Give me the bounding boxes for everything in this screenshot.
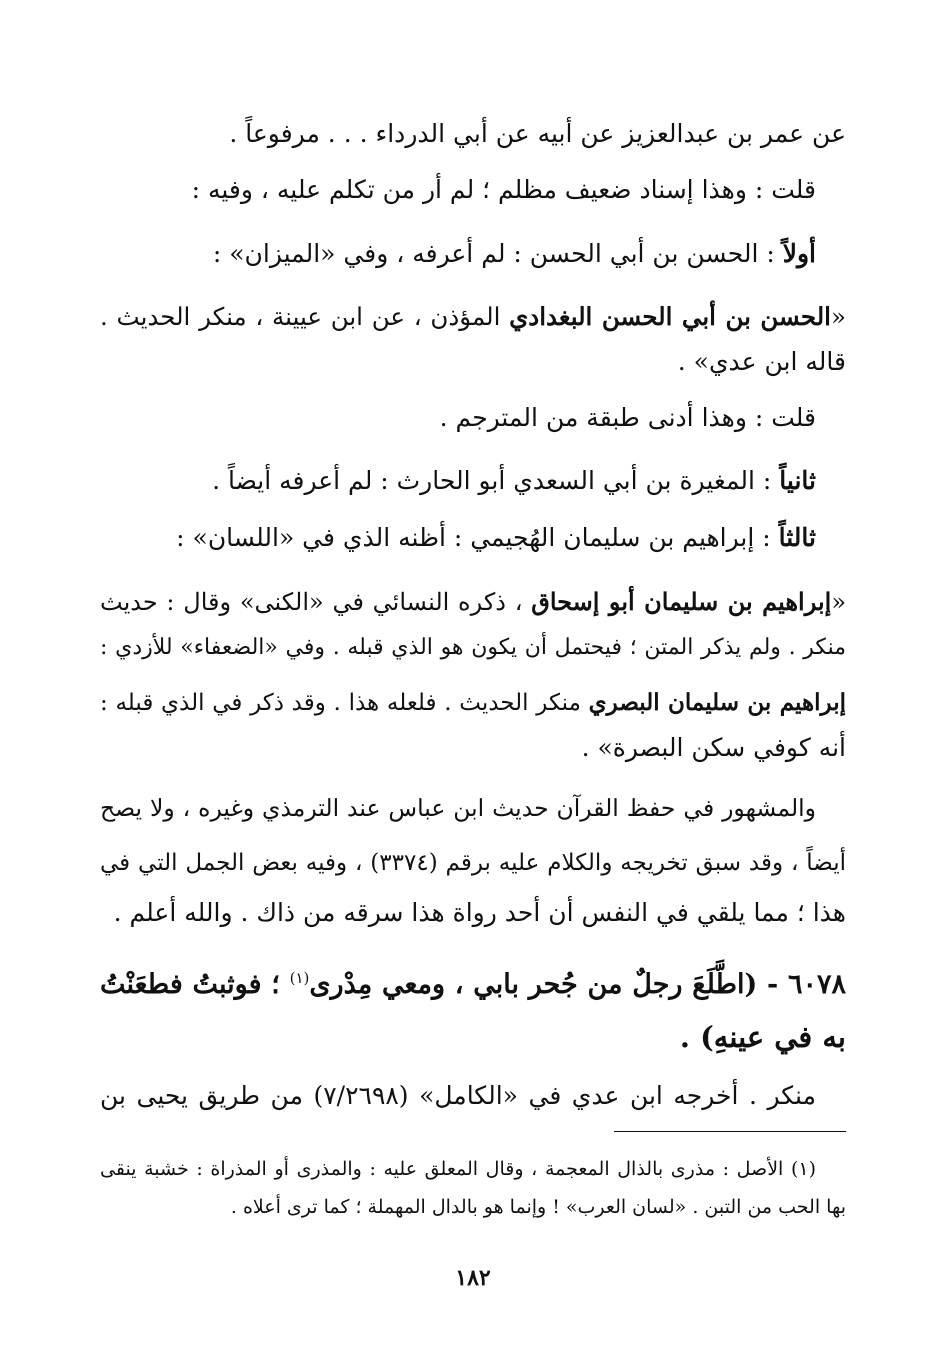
text: منكر الحديث . فلعله هذا . وقد ذكر في الذي قبله : <box>100 690 589 716</box>
text: المؤذن ، عن ابن عيينة ، منكر الحديث . <box>100 302 510 331</box>
footnote-ref[interactable]: (١) <box>289 969 310 987</box>
footnote-line-1 <box>100 1155 816 1183</box>
text: منكر . أخرجه ابن عدي في «الكامل» (٧/٢٦٩٨) من طريق يحيى بن <box>100 1081 816 1110</box>
text: قلت : وهذا أدنى طبقة من المترجم . <box>439 403 816 432</box>
text: : إبراهيم بن سليمان الهُجيمي : أظنه الذي في «اللسان» : <box>176 523 779 552</box>
quote-lisan-line-4 <box>582 730 846 766</box>
footnote-text: بها الحب من التبن . «لسان العرب» ! وإنما هو بالدال المهملة ؛ كما ترى أعلاه . <box>230 1196 846 1218</box>
text: قلت : وهذا إسناد ضعيف مظلم ؛ لم أر من تكلم عليه ، وفيه : <box>191 175 816 204</box>
point-label: أولاً <box>782 239 816 268</box>
text: أنه كوفي سكن البصرة» . <box>581 733 846 762</box>
paragraph-second-point <box>212 463 816 499</box>
quote-mizan-line-1 <box>100 299 846 335</box>
text: هذا ؛ مما يلقي في النفس أن أحد رواة هذا سرقه من ذاك . والله أعلم . <box>113 898 846 927</box>
text: : المغيرة بن أبي السعدي أبو الحارث : لم أعرفه أيضاً . <box>212 466 780 495</box>
text: منكر . ولم يذكر المتن ؛ فيحتمل أن يكون هو الذي قبله . وفي «الضعفاء» للأزدي : <box>100 635 846 660</box>
paragraph-first-point <box>213 236 816 272</box>
hadith-text: ٦٠٧٨ - (اطَّلَعَ رجلٌ من جُحر بابي ، ومعي مِدْرى <box>309 969 846 1000</box>
paragraph-third-point <box>176 520 816 556</box>
hadith-text: به في عينهِ) . <box>679 1020 846 1054</box>
page-number: ١٨٢ <box>455 1265 491 1291</box>
text: أيضاً ، وقد سبق تخريجه والكلام عليه برقم (٣٣٧٤) ، وفيه بعض الجمل التي في <box>100 850 846 876</box>
text: عن عمر بن عبدالعزيز عن أبيه عن أبي الدرداء . . . مرفوعاً . <box>229 119 846 148</box>
paragraph-mashhur-line-1 <box>100 790 816 826</box>
narrator-name: الحسن بن أبي الحسن البغدادي <box>509 302 831 331</box>
hadith-heading-line-2 <box>680 1017 846 1057</box>
footnote-divider <box>614 1131 846 1132</box>
narrator-name: إبراهيم بن سليمان أبو إسحاق <box>531 587 832 616</box>
hadith-heading-line-1 <box>100 958 846 1005</box>
narrator-name: إبراهيم بن سليمان البصري <box>588 689 846 716</box>
point-label: ثانياً <box>779 466 816 495</box>
quote-lisan-line-3 <box>100 685 846 721</box>
paragraph-mashhur-line-3 <box>114 895 846 931</box>
quote-open: « <box>831 588 846 616</box>
text: : الحسن بن أبي الحسن : لم أعرفه ، وفي «الميزان» : <box>212 239 783 268</box>
paragraph-isnad-end <box>229 116 846 152</box>
point-label: ثالثاً <box>778 523 816 552</box>
footnote-line-2 <box>231 1193 846 1221</box>
text: والمشهور في حفظ القرآن حديث ابن عباس عند الترمذي وغيره ، ولا يصح <box>100 794 816 822</box>
text: قاله ابن عدي» . <box>677 347 846 376</box>
paragraph-mashhur-line-2 <box>100 845 846 881</box>
paragraph-qult-2 <box>440 400 816 436</box>
quote-open: « <box>831 302 846 331</box>
quote-mizan-line-2 <box>678 344 846 380</box>
text: ، ذكره النسائي في «الكنى» وقال : حديث <box>100 588 532 616</box>
quote-lisan-line-1 <box>100 584 846 620</box>
hadith-text: ؛ فوثبتُ فطعَنْتُ <box>100 969 290 1000</box>
quote-lisan-line-2 <box>100 630 846 666</box>
paragraph-qult-1 <box>192 172 816 208</box>
footnote-text: (١) الأصل : مذرى بالذال المعجمة ، وقال المعلق عليه : والمذرى أو المذراة : خشبة ينقى <box>100 1158 816 1180</box>
paragraph-takhrij <box>100 1078 816 1114</box>
